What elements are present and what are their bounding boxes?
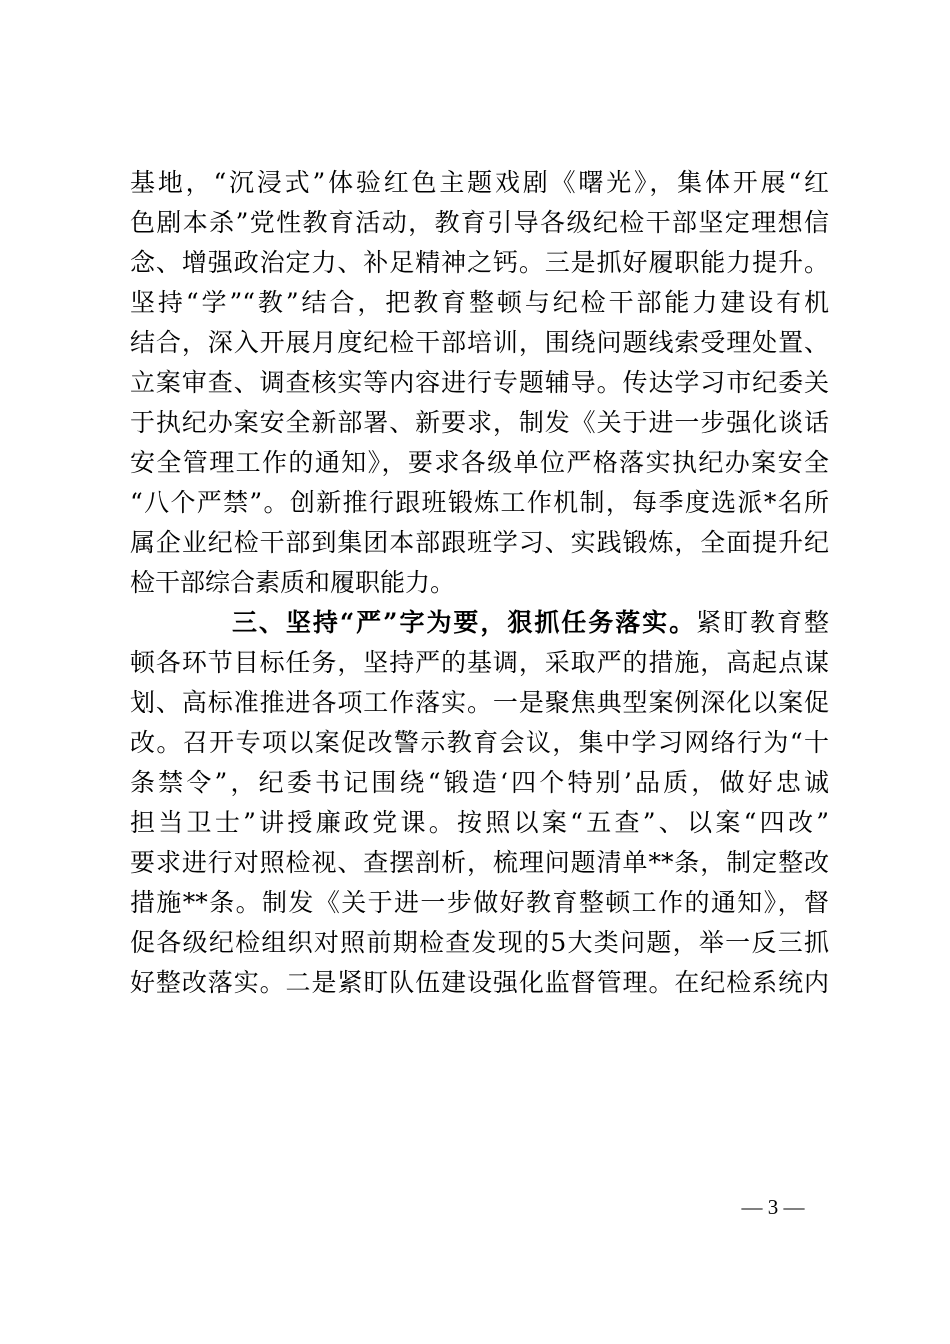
body-text-line: 色剧本杀”党性教育活动，教育引导各级纪检干部坚定理想信 [130,208,829,237]
body-text-line: 于执纪办案安全新部署、新要求，制发《关于进一步强化谈话 [130,408,829,437]
body-text-line: 担当卫士”讲授廉政党课。按照以案“五查”、以案“四改” [130,808,829,837]
section-3-heading: 三、坚持“严”字为要，狠抓任务落实。 [230,608,697,637]
body-text-line: 立案审查、调查核实等内容进行专题辅导。传达学习市纪委关 [130,368,829,397]
body-text-line: 顿各环节目标任务，坚持严的基调，采取严的措施，高起点谋 [130,648,829,677]
section-3-first-line-text: 紧盯教育整 [696,608,829,637]
body-text-line: 坚持“学”“教”结合，把教育整顿与纪检干部能力建设有机 [130,288,829,317]
body-text-line: 措施**条。制发《关于进一步做好教育整顿工作的通知》，督 [130,888,829,917]
body-text-line: “八个严禁”。创新推行跟班锻炼工作机制，每季度选派*名所 [130,488,829,517]
body-text-line: 好整改落实。二是紧盯队伍建设强化监督管理。在纪检系统内 [130,968,829,997]
section-heading-line [130,603,829,643]
page-number: — 3 — [741,1195,805,1219]
body-text-line: 条禁令”，纪委书记围绕“锻造‘四个特别’品质，做好忠诚 [130,768,829,797]
body-text-line: 检干部综合素质和履职能力。 [130,568,456,597]
body-text-line: 改。召开专项以案促改警示教育会议，集中学习网络行为“十 [130,728,829,757]
body-text-line: 促各级纪检组织对照前期检查发现的5大类问题，举一反三抓 [130,928,829,957]
body-text-line: 属企业纪检干部到集团本部跟班学习、实践锻炼，全面提升纪 [130,528,829,557]
body-text-line: 划、高标准推进各项工作落实。一是聚焦典型案例深化以案促 [130,688,829,717]
body-text-line: 安全管理工作的通知》，要求各级单位严格落实执纪办案安全 [130,448,829,477]
body-text-line: 要求进行对照检视、查摆剖析，梳理问题清单**条，制定整改 [130,848,829,877]
body-text-line: 结合，深入开展月度纪检干部培训，围绕问题线索受理处置、 [130,328,829,357]
body-text-line: 基地，“沉浸式”体验红色主题戏剧《曙光》，集体开展“红 [130,168,829,197]
body-text-line: 念、增强政治定力、补足精神之钙。三是抓好履职能力提升。 [130,248,829,277]
